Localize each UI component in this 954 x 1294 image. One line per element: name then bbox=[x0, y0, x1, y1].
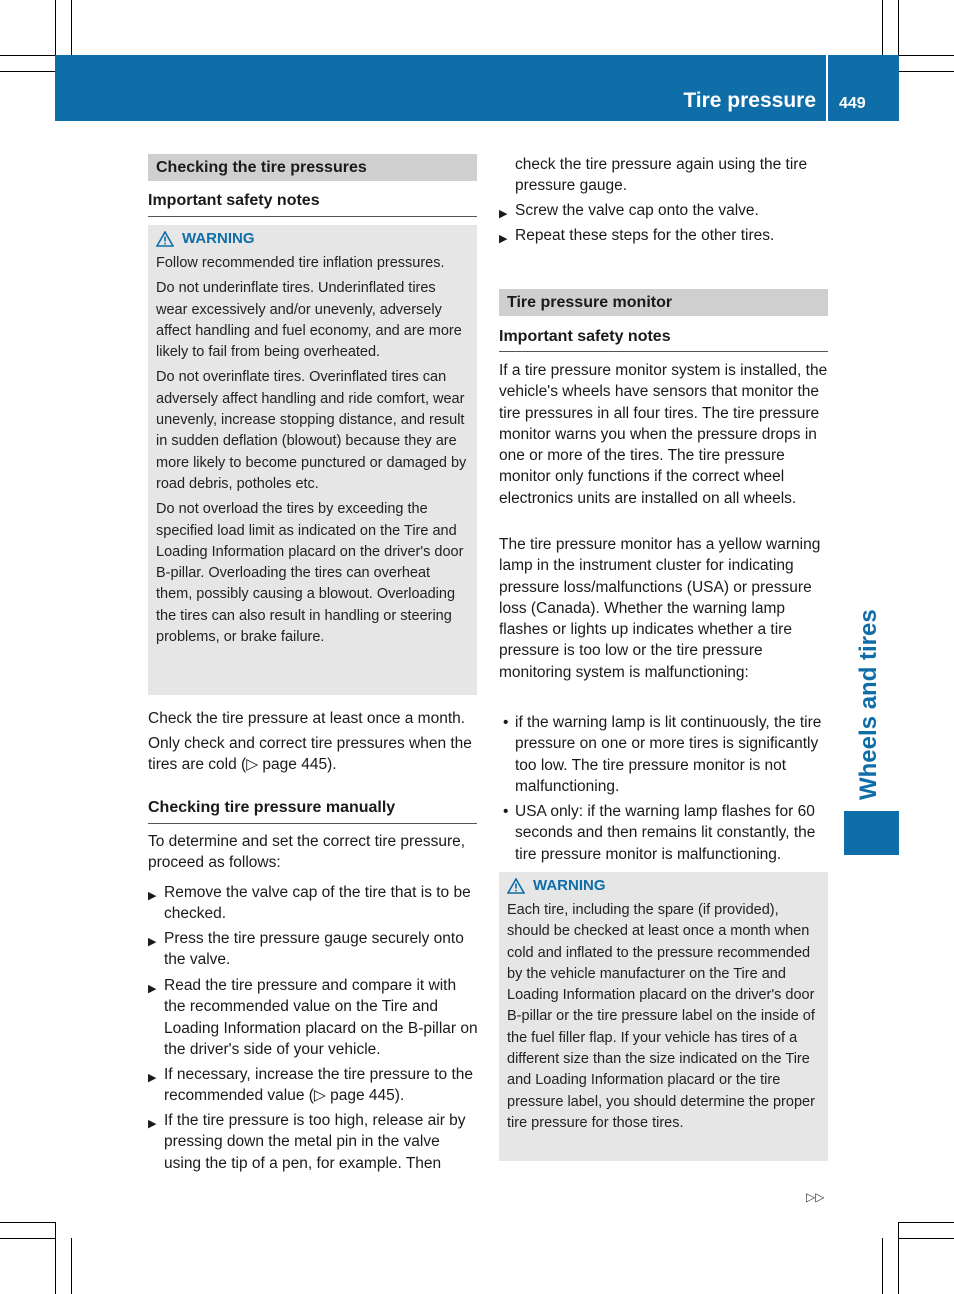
step-arrow-icon: ▶ bbox=[499, 233, 508, 245]
step-arrow-icon: ▶ bbox=[148, 1072, 157, 1084]
warning-label: WARNING bbox=[182, 230, 255, 248]
instruction-step bbox=[499, 225, 832, 246]
safety-heading: Important safety notes bbox=[148, 192, 477, 217]
warning-paragraph: Do not overinflate tires. Overinflated tires can adversely affect handling and ride comfort, wear unevenly, increase stopping distance, and result in sudden deflation (blowout) because they are more likely to become punctured or damaged by road debris, potholes etc. bbox=[156, 369, 467, 492]
bullet-text: USA only: if the warning lamp flashes for 60 seconds and then remains lit constantly, the tire pressure monitor is malfunctioning. bbox=[515, 803, 816, 863]
side-tab-marker bbox=[844, 811, 899, 855]
crop-mark bbox=[55, 0, 56, 55]
body-paragraph: If a tire pressure monitor system is installed, the vehicle's wheels have sensors that monitor the tire pressures in all four tires. The tire pressure monitor warns you when the pressure drops in one or more of the tires. The tire pressure monitor only functions if the correct wheel electronics units are installed on all wheels. bbox=[499, 362, 828, 507]
crop-mark bbox=[0, 1238, 55, 1239]
warning-title bbox=[156, 227, 469, 251]
crop-mark bbox=[71, 0, 72, 55]
step-arrow-icon: ▶ bbox=[148, 890, 157, 902]
step-text: Read the tire pressure and compare it with the recommended value on the Tire and Loading Information placard on the B-pillar on the driver's side of your vehicle. bbox=[164, 977, 478, 1058]
crop-mark bbox=[0, 1222, 55, 1223]
crop-mark bbox=[71, 1238, 72, 1294]
bullet-item bbox=[499, 801, 832, 865]
continue-icon: ▷▷ bbox=[806, 1190, 825, 1204]
step-text: Screw the valve cap onto the valve. bbox=[515, 202, 759, 219]
step-arrow-icon: ▶ bbox=[499, 208, 508, 220]
instruction-step bbox=[148, 975, 480, 1060]
section-title-monitor: Tire pressure monitor bbox=[499, 289, 828, 316]
step-text: Remove the valve cap of the tire that is to be checked. bbox=[164, 884, 471, 923]
body-paragraph: Only check and correct tire pressures when the tires are cold (▷ page 445). bbox=[148, 735, 472, 774]
body-paragraph: The tire pressure monitor has a yellow warning lamp in the instrument cluster for indicating pressure loss/malfunctions (USA) or pressure loss (Canada). Whether the warning lamp flashes or lights up indicates whether a tire pressure is too low or the tire pressure monitoring system is malfunctioning: bbox=[499, 536, 821, 681]
body-paragraph: check the tire pressure again using the tire pressure gauge. bbox=[515, 156, 808, 195]
crop-mark bbox=[55, 1222, 56, 1294]
safety-heading: Important safety notes bbox=[499, 328, 828, 352]
page-title: Tire pressure bbox=[683, 89, 816, 112]
crop-mark bbox=[899, 1222, 954, 1223]
crop-mark bbox=[898, 1222, 899, 1294]
crop-mark bbox=[899, 71, 954, 72]
step-text: Press the tire pressure gauge securely onto the valve. bbox=[164, 930, 464, 969]
warning-paragraph: Follow recommended tire inflation pressures. bbox=[156, 255, 445, 271]
crop-mark bbox=[899, 1238, 954, 1239]
step-text: If the tire pressure is too high, release air by pressing down the metal pin in the valve using the tip of a pen, for example. Then bbox=[164, 1112, 466, 1172]
warning-title bbox=[507, 874, 820, 898]
instruction-step bbox=[148, 928, 480, 971]
bullet-text: if the warning lamp is lit continuously, the tire pressure on one or more tires is significantly too low. The tire pressure monitor is not malfunctioning. bbox=[515, 714, 822, 795]
warning-paragraph: Do not underinflate tires. Underinflated tires wear excessively and/or unevenly, adversely affect handling and fuel economy, and are more likely to fail from being overheated. bbox=[156, 280, 462, 361]
page-number: 449 bbox=[839, 95, 866, 112]
instruction-step bbox=[148, 1064, 480, 1107]
warning-paragraph: Do not overload the tires by exceeding the specified load limit as indicated on the Tire and Loading Information placard on the driver's door B-pillar. Overloading the tires can overheat them, possibly causing a blowout. Overloading the tires can also result in handling or steering problems, or brake failure. bbox=[156, 501, 464, 646]
crop-mark bbox=[898, 0, 899, 55]
instruction-step bbox=[499, 200, 832, 221]
side-tab-label: Wheels and tires bbox=[855, 609, 882, 800]
warning-label: WARNING bbox=[533, 877, 606, 895]
step-arrow-icon: ▶ bbox=[148, 983, 157, 995]
step-text: If necessary, increase the tire pressure to the recommended value (▷ page 445). bbox=[164, 1066, 474, 1105]
header-divider bbox=[826, 55, 828, 121]
warning-icon bbox=[507, 878, 525, 894]
step-text: Repeat these steps for the other tires. bbox=[515, 227, 775, 244]
bullet-dot: • bbox=[503, 803, 509, 820]
bullet-item bbox=[499, 712, 832, 797]
manual-heading: Checking tire pressure manually bbox=[148, 799, 477, 824]
warning-box bbox=[499, 872, 828, 1161]
crop-mark bbox=[882, 1238, 883, 1294]
crop-mark bbox=[0, 71, 55, 72]
crop-mark bbox=[899, 55, 954, 56]
step-arrow-icon: ▶ bbox=[148, 1118, 157, 1130]
warning-paragraph: Each tire, including the spare (if provided), should be checked at least once a month when cold and inflated to the pressure recommended by the vehicle manufacturer on the Tire and Loading Information placard on the driver's door B-pillar or the tire pressure label on the inside of the fuel filler flap. If your vehicle has tires of a different size than the size indicated on the Tire and Loading Information placard or the tire pressure label, you should determine the proper tire pressure for those tires. bbox=[507, 902, 815, 1131]
body-paragraph: To determine and set the correct tire pressure, proceed as follows: bbox=[148, 833, 466, 872]
section-title-checking: Checking the tire pressures bbox=[148, 154, 477, 181]
crop-mark bbox=[882, 0, 883, 55]
body-paragraph: Check the tire pressure at least once a month. bbox=[148, 710, 466, 727]
instruction-step bbox=[148, 882, 480, 925]
warning-box bbox=[148, 225, 477, 695]
crop-mark bbox=[0, 55, 55, 56]
bullet-dot: • bbox=[503, 714, 509, 731]
instruction-step bbox=[148, 1110, 480, 1174]
step-arrow-icon: ▶ bbox=[148, 936, 157, 948]
warning-icon bbox=[156, 231, 174, 247]
